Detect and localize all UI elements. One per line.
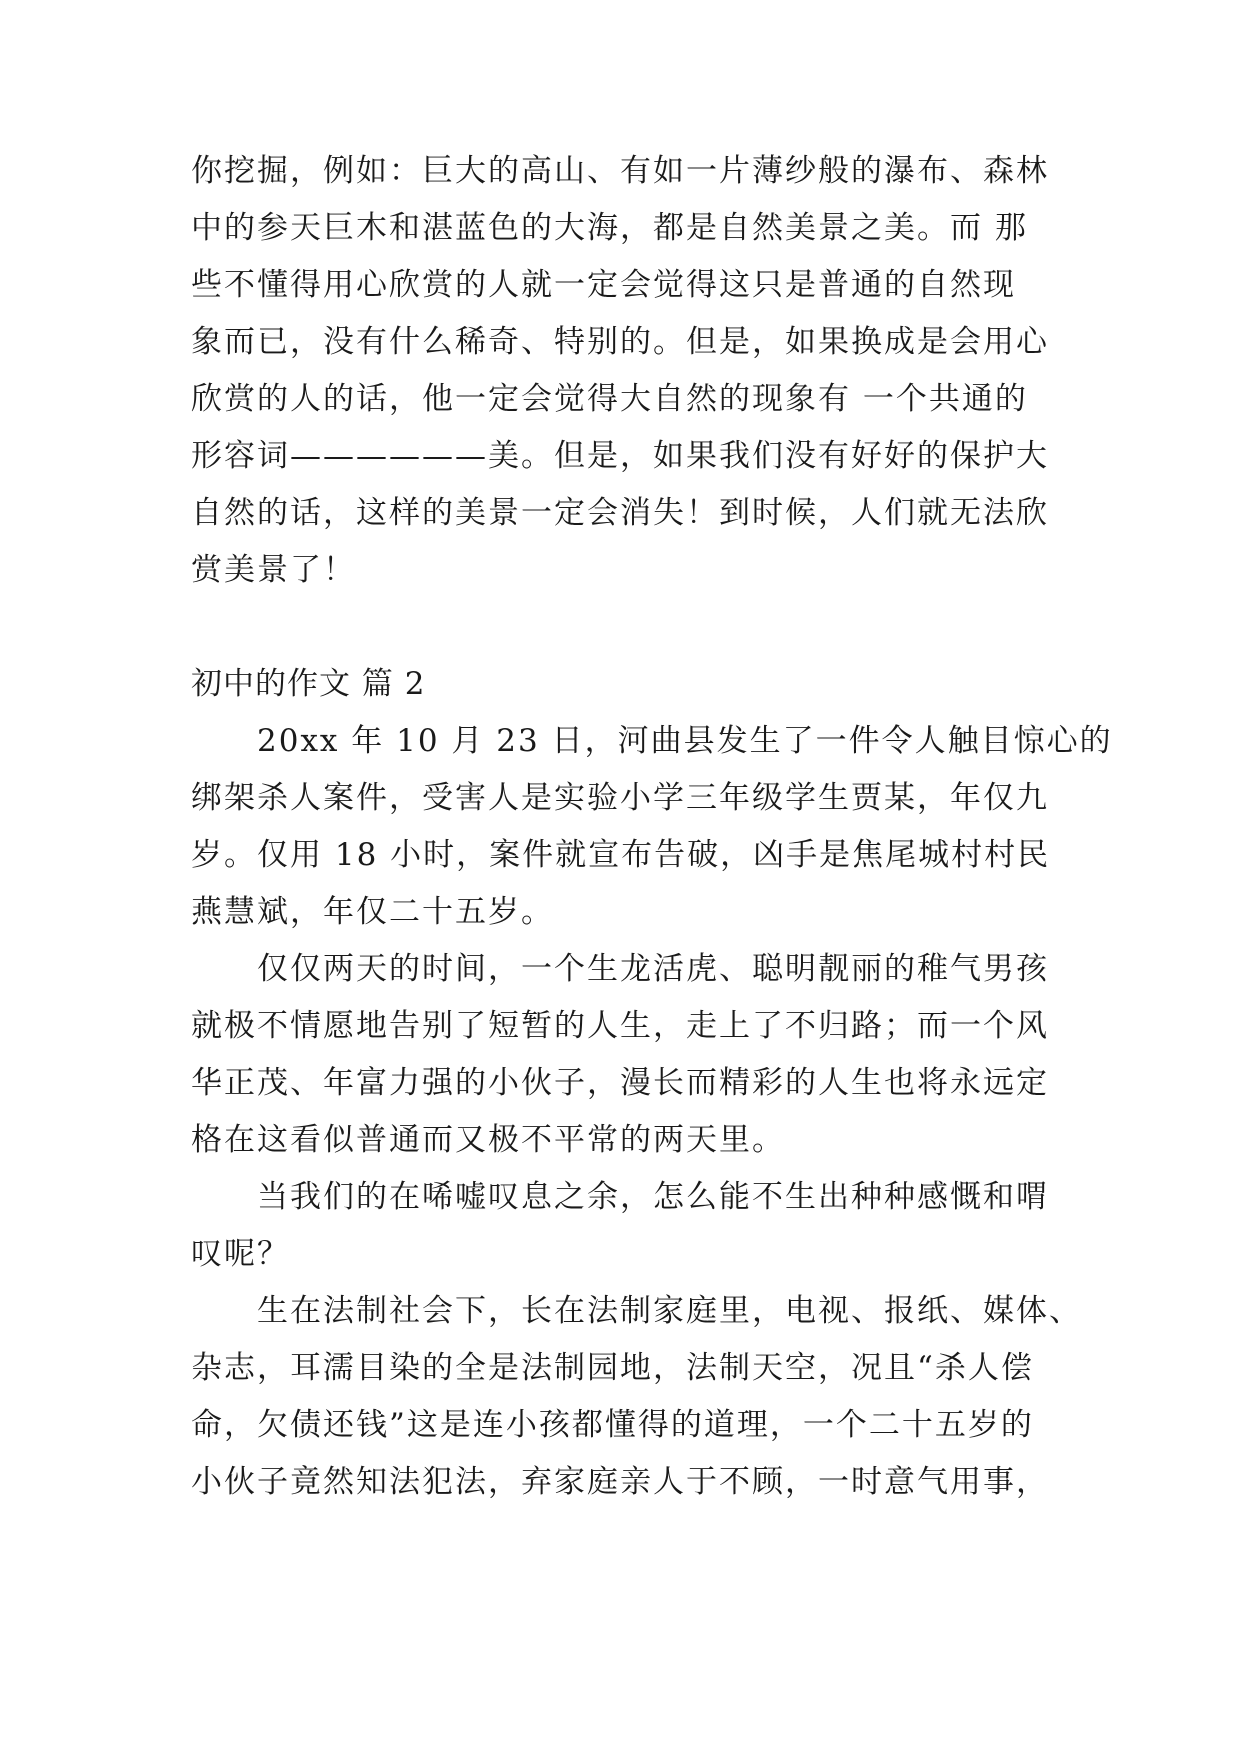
text-line: 岁。仅用 18 小时，案件就宣布告破，凶手是焦尾城村村民 (191, 837, 1051, 873)
text-line: 20xx 年 10 月 23 日，河曲县发生了一件令人触目惊心的 (191, 723, 1113, 759)
text-line: 仅仅两天的时间，一个生龙活虎、聪明靓丽的稚气男孩 (191, 951, 1049, 987)
text-line: 华正茂、年富力强的小伙子，漫长而精彩的人生也将永远定 (191, 1065, 1049, 1101)
text-line: 象而已，没有什么稀奇、特别的。但是，如果换成是会用心 (191, 324, 1049, 360)
text-line: 生在法制社会下，长在法制家庭里，电视、报纸、媒体、 (191, 1293, 1082, 1329)
section-title: 初中的作文 篇 2 (191, 666, 426, 702)
text-line: 形容词——————美。但是，如果我们没有好好的保护大 (191, 438, 1049, 474)
text-line: 你挖掘，例如：巨大的高山、有如一片薄纱般的瀑布、森林 (191, 153, 1049, 189)
text-line: 绑架杀人案件，受害人是实验小学三年级学生贾某，年仅九 (191, 780, 1049, 816)
text-line: 欣赏的人的话，他一定会觉得大自然的现象有 一个共通的 (191, 381, 1028, 417)
text-line: 命，欠债还钱”这是连小孩都懂得的道理，一个二十五岁的 (191, 1407, 1034, 1443)
text-line: 自然的话，这样的美景一定会消失！到时候，人们就无法欣 (191, 495, 1049, 531)
text-line: 些不懂得用心欣赏的人就一定会觉得这只是普通的自然现 (191, 267, 1016, 303)
text-line: 中的参天巨木和湛蓝色的大海，都是自然美景之美。而 那 (191, 210, 1028, 246)
text-line: 就极不情愿地告别了短暂的人生，走上了不归路；而一个风 (191, 1008, 1049, 1044)
text-line: 当我们的在唏嘘叹息之余，怎么能不生出种种感慨和喟 (191, 1179, 1049, 1215)
text-line: 杂志，耳濡目染的全是法制园地，法制天空，况且“杀人偿 (191, 1350, 1034, 1386)
text-line: 格在这看似普通而又极不平常的两天里。 (191, 1122, 785, 1158)
text-line: 赏美景了！ (191, 552, 356, 588)
text-line: 叹呢？ (191, 1236, 290, 1272)
text-line: 小伙子竟然知法犯法，弃家庭亲人于不顾，一时意气用事， (191, 1464, 1049, 1500)
text-line: 燕慧斌，年仅二十五岁。 (191, 894, 554, 930)
